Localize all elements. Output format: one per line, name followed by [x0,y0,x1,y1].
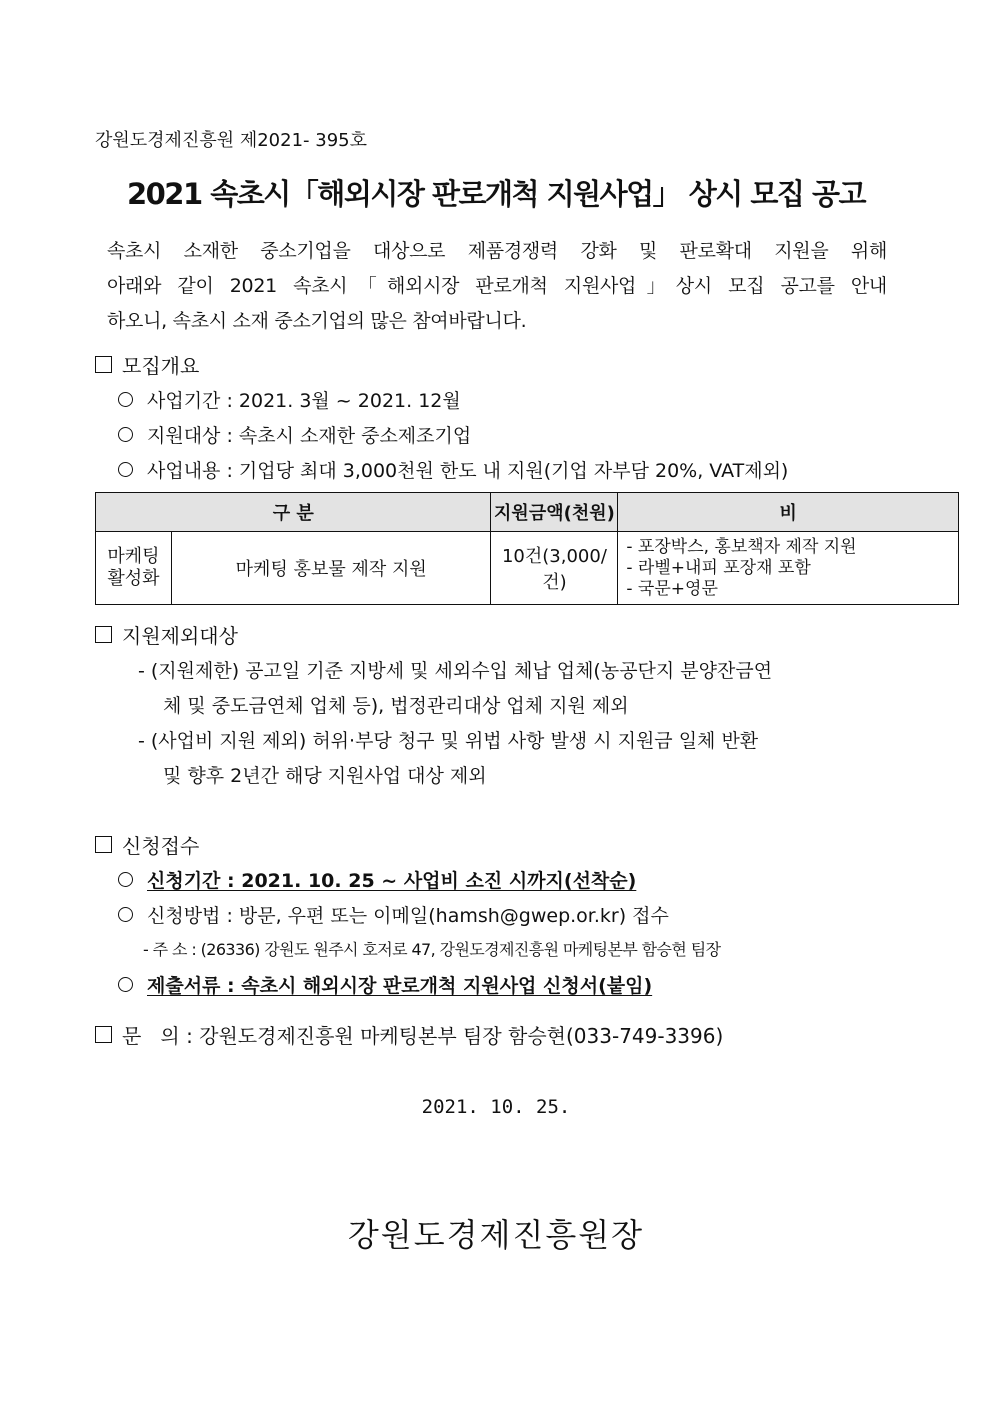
category-line: 활성화 [107,568,160,589]
overview-item [118,386,461,413]
circle-bullet-icon [118,462,133,477]
checkbox-square-icon [95,1026,112,1043]
exclusion-item-line: - (사업비 지원 제외) 허위·부당 청구 및 위법 사항 발생 시 지원금 일체 반환 [138,730,759,752]
checkbox-square-icon [95,836,112,853]
application-period: 신청기간 : 2021. 10. 25 ~ 사업비 소진 시까지(선착순) [147,870,637,892]
application-address: - 주 소 : (26336) 강원도 원주시 호저로 47, 강원도경제진흥원 마케팅본부 함승현 팀장 [143,940,721,959]
section-inquiry [95,1020,723,1049]
application-item [118,866,636,893]
intro-line-2: 아래와 같이 2021 속초시「해외시장 판로개척 지원사업」상시 모집 공고를 안내 [107,275,887,297]
cell-category [96,532,172,605]
note-line: - 국문+영문 [626,578,718,599]
section-application [95,830,199,859]
overview-item [118,421,471,448]
section-overview [95,350,199,379]
application-item [118,901,669,928]
overview-item [118,456,788,483]
header-amount: 지원금액(천원) [491,493,618,532]
exclusion-item-line: 체 및 중도금연체 업체 등), 법정관리대상 업체 지원 제외 [163,695,629,717]
cell-notes [618,532,959,605]
section-heading: 지원제외대상 [122,624,238,648]
document-date: 2021. 10. 25. [421,1096,571,1118]
application-method: 신청방법 : 방문, 우편 또는 이메일(hamsh@gwep.or.kr) 접수 [147,905,669,927]
overview-item-text: 사업기간 : 2021. 3월 ~ 2021. 12월 [147,390,461,412]
exclusion-item-line: 및 향후 2년간 해당 지원사업 대상 제외 [163,765,487,787]
checkbox-square-icon [95,626,112,643]
circle-bullet-icon [118,907,133,922]
circle-bullet-icon [118,872,133,887]
header-category: 구 분 [96,493,491,532]
circle-bullet-icon [118,977,133,992]
overview-item-text: 지원대상 : 속초시 소재한 중소제조기업 [147,425,472,447]
table-row [96,532,959,605]
circle-bullet-icon [118,392,133,407]
document-number: 강원도경제진흥원 제2021- 395호 [95,130,367,151]
section-exclusion [95,620,238,649]
page-title: 2021 속초시「해외시장 판로개척 지원사업」 상시 모집 공고 [126,177,866,211]
inquiry-text: 문 의 : 강원도경제진흥원 마케팅본부 팀장 함승현(033-749-3396) [122,1024,724,1048]
section-heading: 신청접수 [122,834,200,858]
note-line: - 라벨+내피 포장재 포함 [626,557,811,578]
signature: 강원도경제진흥원장 [347,1216,645,1254]
table-header-row [96,493,959,532]
cell-amount: 10건(3,000/건) [491,532,618,605]
overview-item-text: 사업내용 : 기업당 최대 3,000천원 한도 내 지원(기업 자부담 20%, VAT제외) [147,460,789,482]
intro-line-1: 속초시 소재한 중소기업을 대상으로 제품경쟁력 강화 및 판로확대 지원을 위해 [107,240,887,262]
category-line: 마케팅 [107,546,160,567]
note-line: - 포장박스, 홍보책자 제작 지원 [626,536,857,557]
header-notes: 비 [618,493,959,532]
section-heading: 모집개요 [122,354,200,378]
intro-line-3: 하오니, 속초시 소재 중소기업의 많은 참여바랍니다. [107,310,527,332]
cell-program: 마케팅 홍보물 제작 지원 [171,532,491,605]
support-table [95,492,959,605]
checkbox-square-icon [95,356,112,373]
exclusion-item-line: - (지원제한) 공고일 기준 지방세 및 세외수입 체납 업체(농공단지 분양잔금연 [138,660,773,682]
application-documents: 제출서류 : 속초시 해외시장 판로개척 지원사업 신청서(붙임) [147,975,653,997]
circle-bullet-icon [118,427,133,442]
application-item [118,971,652,998]
